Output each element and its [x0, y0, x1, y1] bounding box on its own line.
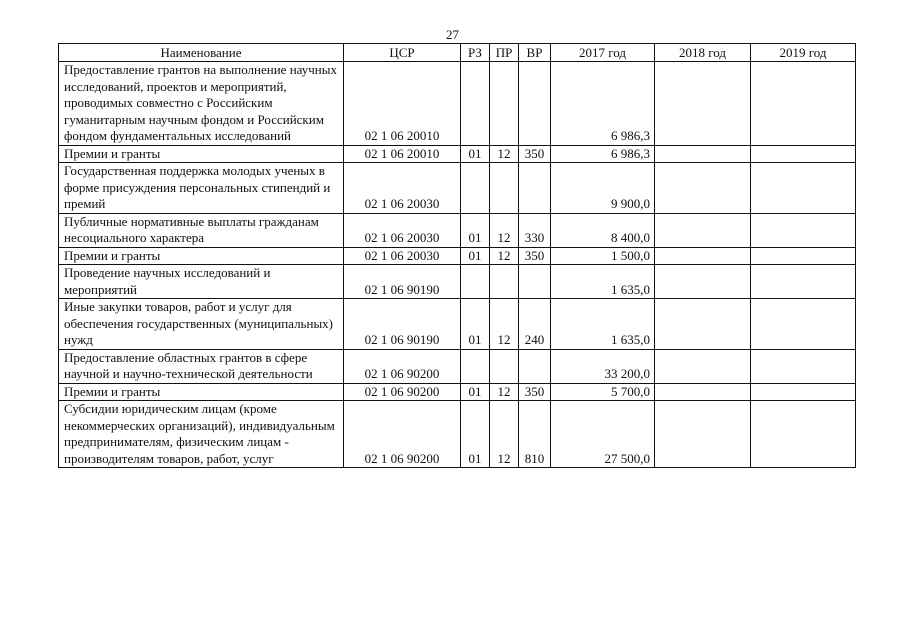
row-csr: 02 1 06 20030: [344, 213, 461, 247]
row-2019: [751, 213, 856, 247]
header-pr: ПР: [490, 44, 519, 62]
row-pr: 12: [490, 213, 519, 247]
row-2017: 1 635,0: [551, 299, 655, 350]
row-name: Премии и гранты: [59, 383, 344, 401]
table-row: [59, 383, 856, 401]
row-vr: [519, 62, 551, 146]
budget-table: [58, 43, 856, 468]
row-name: Предоставление грантов на выполнение научных исследований, проектов и мероприятий, проводимых совместно с Российским гуманитарным научным фондом и Российским фондом фундаментальных исследований: [59, 62, 344, 146]
header-name: Наименование: [59, 44, 344, 62]
row-vr: 330: [519, 213, 551, 247]
row-name: Публичные нормативные выплаты гражданам несоциального характера: [59, 213, 344, 247]
row-name: Премии и гранты: [59, 145, 344, 163]
table-row: [59, 145, 856, 163]
table-row: [59, 247, 856, 265]
row-2019: [751, 247, 856, 265]
row-2017: 6 986,3: [551, 62, 655, 146]
row-2018: [655, 265, 751, 299]
row-rz: 01: [461, 247, 490, 265]
row-rz: 01: [461, 299, 490, 350]
row-csr: 02 1 06 90190: [344, 299, 461, 350]
row-2018: [655, 349, 751, 383]
row-2017: 6 986,3: [551, 145, 655, 163]
row-pr: 12: [490, 145, 519, 163]
row-2019: [751, 401, 856, 468]
row-name: Премии и гранты: [59, 247, 344, 265]
header-vr: ВР: [519, 44, 551, 62]
row-rz: [461, 265, 490, 299]
row-vr: 810: [519, 401, 551, 468]
row-2019: [751, 265, 856, 299]
row-pr: [490, 349, 519, 383]
row-2019: [751, 299, 856, 350]
row-name: Государственная поддержка молодых ученых в форме присуждения персональных стипендий и премий: [59, 163, 344, 214]
header-row: [59, 44, 856, 62]
row-pr: 12: [490, 383, 519, 401]
row-pr: 12: [490, 247, 519, 265]
row-rz: 01: [461, 213, 490, 247]
row-rz: [461, 163, 490, 214]
header-rz: РЗ: [461, 44, 490, 62]
table-row: [59, 349, 856, 383]
row-2018: [655, 163, 751, 214]
row-2017: 1 635,0: [551, 265, 655, 299]
row-rz: 01: [461, 401, 490, 468]
row-csr: 02 1 06 90190: [344, 265, 461, 299]
row-csr: 02 1 06 20010: [344, 62, 461, 146]
row-name: Иные закупки товаров, работ и услуг для обеспечения государственных (муниципальных) нужд: [59, 299, 344, 350]
row-csr: 02 1 06 90200: [344, 401, 461, 468]
page-number: 27: [446, 27, 459, 42]
row-csr: 02 1 06 90200: [344, 383, 461, 401]
row-2019: [751, 163, 856, 214]
row-2017: 5 700,0: [551, 383, 655, 401]
row-pr: 12: [490, 401, 519, 468]
row-2017: 27 500,0: [551, 401, 655, 468]
row-name: Проведение научных исследований и мероприятий: [59, 265, 344, 299]
row-2018: [655, 383, 751, 401]
row-2018: [655, 213, 751, 247]
row-csr: 02 1 06 20030: [344, 247, 461, 265]
row-rz: [461, 349, 490, 383]
row-2019: [751, 145, 856, 163]
row-name: Предоставление областных грантов в сфере научной и научно-технической деятельности: [59, 349, 344, 383]
header-2019: 2019 год: [751, 44, 856, 62]
row-vr: [519, 163, 551, 214]
header-2018: 2018 год: [655, 44, 751, 62]
row-2018: [655, 145, 751, 163]
table-row: [59, 401, 856, 468]
row-2019: [751, 62, 856, 146]
row-rz: 01: [461, 145, 490, 163]
row-2019: [751, 349, 856, 383]
row-2017: 9 900,0: [551, 163, 655, 214]
row-pr: 12: [490, 299, 519, 350]
row-2017: 33 200,0: [551, 349, 655, 383]
row-rz: [461, 62, 490, 146]
row-2017: 1 500,0: [551, 247, 655, 265]
row-rz: 01: [461, 383, 490, 401]
row-2017: 8 400,0: [551, 213, 655, 247]
row-2018: [655, 299, 751, 350]
row-2018: [655, 247, 751, 265]
row-csr: 02 1 06 20030: [344, 163, 461, 214]
row-pr: [490, 265, 519, 299]
table-row: [59, 163, 856, 214]
table-row: [59, 299, 856, 350]
header-2017: 2017 год: [551, 44, 655, 62]
row-pr: [490, 163, 519, 214]
table-row: [59, 265, 856, 299]
table-row: [59, 62, 856, 146]
row-vr: 350: [519, 383, 551, 401]
row-name: Субсидии юридическим лицам (кроме некоммерческих организаций), индивидуальным предпринимателям, физическим лицам - производителям товаров, работ, услуг: [59, 401, 344, 468]
header-csr: ЦСР: [344, 44, 461, 62]
row-pr: [490, 62, 519, 146]
row-vr: 350: [519, 145, 551, 163]
row-csr: 02 1 06 20010: [344, 145, 461, 163]
table-row: [59, 213, 856, 247]
row-vr: 240: [519, 299, 551, 350]
row-vr: 350: [519, 247, 551, 265]
row-2018: [655, 401, 751, 468]
row-vr: [519, 265, 551, 299]
row-vr: [519, 349, 551, 383]
row-csr: 02 1 06 90200: [344, 349, 461, 383]
row-2018: [655, 62, 751, 146]
row-2019: [751, 383, 856, 401]
